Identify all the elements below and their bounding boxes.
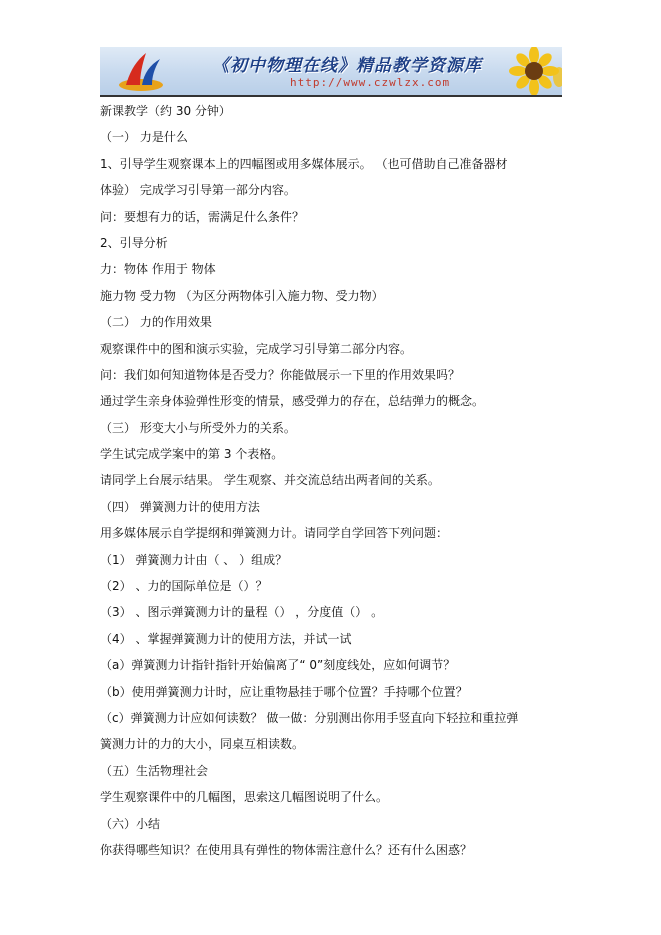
header-rule <box>100 95 562 97</box>
section-heading: （二） 力的作用效果 <box>100 315 212 330</box>
text-line: 请同学上台展示结果。 学生观察、并交流总结出两者间的关系。 <box>100 473 440 488</box>
question-item: （1） 弹簧测力计由（ 、 ）组成？ <box>100 552 288 567</box>
text-line: 1、引导学生观察课本上的四幅图或用多媒体展示。 （也可借助自己准备器材 <box>100 156 508 171</box>
question-item: （4） 、掌握弹簧测力计的使用方法，并试一试 <box>100 631 352 646</box>
text-line: 通过学生亲身体验弹性形变的情景，感受弹力的存在，总结弹力的概念。 <box>100 394 485 409</box>
sunflower-icon <box>504 47 562 95</box>
banner-url: http://www.czwlzx.com <box>290 76 451 89</box>
text-line: 力：物体 作用于 物体 <box>100 262 216 277</box>
section-heading: （三） 形变大小与所受外力的关系。 <box>100 420 296 435</box>
text-line: 簧测力计的力的大小，同桌互相读数。 <box>100 737 305 752</box>
header-banner <box>100 47 562 95</box>
banner-title: 《初中物理在线》精品教学资源库 <box>212 56 482 76</box>
question-item: （2） 、力的国际单位是（）？ <box>100 579 268 594</box>
text-line: 问：我们如何知道物体是否受力？你能做展示一下里的作用效果吗？ <box>100 367 461 382</box>
logo-icon <box>116 49 166 93</box>
text-line: 新课教学（约 30 分钟） <box>100 104 231 118</box>
question-item: （c）弹簧测力计应如何读数？ 做一做：分别测出你用手竖直向下轻拉和重拉弹 <box>100 710 519 725</box>
text-line: 2、引导分析 <box>100 235 168 250</box>
question-item: （b）使用弹簧测力计时，应让重物悬挂于哪个位置？手持哪个位置？ <box>100 684 468 699</box>
text-line: 问：要想有力的话，需满足什么条件？ <box>100 209 305 224</box>
text-line: 施力物 受力物 （为区分两物体引入施力物、受力物） <box>100 288 384 303</box>
text-line: 体验） 完成学习引导第一部分内容。 <box>100 183 296 198</box>
section-heading: （五）生活物理社会 <box>100 763 209 778</box>
section-heading: （一） 力是什么 <box>100 130 188 145</box>
text-line: 学生观察课件中的几幅图，思索这几幅图说明了什么。 <box>100 790 389 805</box>
text-line: 你获得哪些知识？在使用具有弹性的物体需注意什么？还有什么困惑？ <box>100 842 473 857</box>
question-item: （a）弹簧测力计指针指针开始偏离了“ 0”刻度线处，应如何调节？ <box>100 658 456 673</box>
text-line: 学生试完成学案中的第 3 个表格。 <box>100 447 284 462</box>
text-line: 用多媒体展示自学提纲和弹簧测力计。请同学自学回答下列问题： <box>100 526 449 541</box>
section-heading: （四） 弹簧测力计的使用方法 <box>100 499 260 514</box>
section-heading: （六）小结 <box>100 816 161 831</box>
document-body <box>100 98 562 863</box>
text-line: 观察课件中的图和演示实验，完成学习引导第二部分内容。 <box>100 341 413 356</box>
question-item: （3） 、图示弹簧测力计的量程（） ，分度值（） 。 <box>100 605 384 620</box>
